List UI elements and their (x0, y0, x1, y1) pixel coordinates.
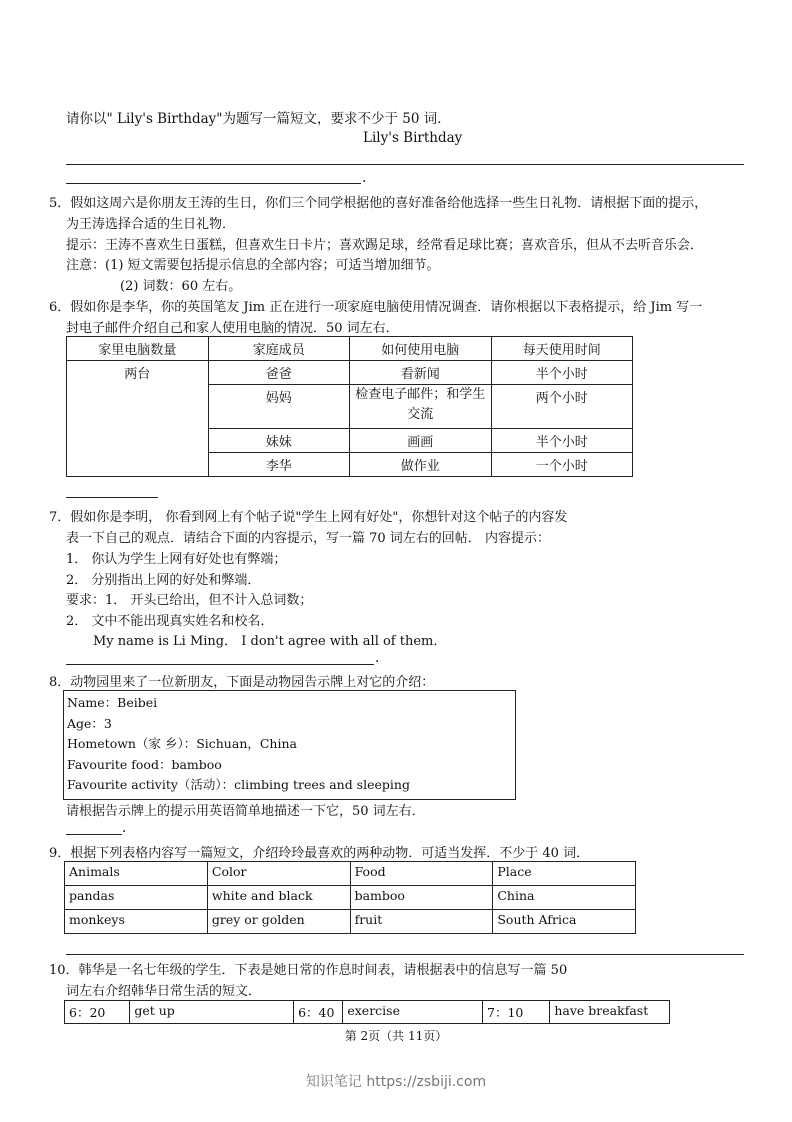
table-cell: get up (130, 1001, 294, 1024)
table-cell: bamboo (350, 886, 493, 910)
q5-line2: 为王涛选择合适的生日礼物． (66, 217, 236, 232)
q7-line1: 7．假如你是李明， 你看到网上有个帖子说"学生上网有好处"，你想针对这个帖子的内容发 (49, 510, 568, 525)
q8-line2: 请根据告示牌上的提示用英语简单地描述一下它，50 词左右． (66, 804, 425, 819)
table-cell: 半个小时 (491, 361, 633, 385)
table-header: 如何使用电脑 (350, 337, 492, 361)
table-cell: exercise (343, 1001, 483, 1024)
animals-table (64, 861, 636, 934)
q10-line1: 10．韩华是一名七年级的学生．下表是她日常的作息时间表，请根据表中的信息写一篇 50 (49, 963, 568, 978)
q7-line5: 要求：1． 开头已给出，但不计入总词数； (66, 593, 313, 608)
computer-usage-table (66, 336, 633, 477)
answer-line-short (66, 834, 122, 835)
table-cell: fruit (350, 910, 493, 934)
notice-line: Name：Beibei (67, 695, 158, 710)
answer-line-short (66, 497, 158, 498)
table-cell: China (493, 886, 636, 910)
table-cell: 妹妹 (208, 429, 350, 453)
q6-line2: 封电子邮件介绍自己和家人使用电脑的情况．50 词左右． (66, 321, 399, 336)
blank-period: . (122, 820, 127, 836)
blank-period: . (362, 170, 367, 186)
computer-count: 两台 (67, 361, 209, 477)
table-cell: 半个小时 (491, 429, 633, 453)
answer-line-short (66, 183, 361, 184)
watermark: 知识笔记 https://zsbiji.com (305, 1074, 487, 1090)
table-cell: monkeys (65, 910, 208, 934)
table-header: Color (207, 862, 350, 886)
table-cell: 画画 (350, 429, 492, 453)
q9-line1: 9．根据下列表格内容写一篇短文，介绍玲玲最喜欢的两种动物．可适当发挥．不少于 40 词． (49, 846, 590, 861)
table-cell: 检查电子邮件；和学生交流 (350, 385, 492, 429)
q7-line2: 表一下自己的观点．请结合下面的内容提示，写一篇 70 词左右的回帖． 内容提示： (66, 531, 550, 546)
table-header: Place (493, 862, 636, 886)
table-cell: 看新闻 (350, 361, 492, 385)
table-cell: grey or golden (207, 910, 350, 934)
table-cell: white and black (207, 886, 350, 910)
table-cell: 两个小时 (491, 385, 633, 429)
table-cell: 做作业 (350, 453, 492, 477)
answer-line-short (66, 664, 374, 665)
notice-line: Age：3 (67, 715, 112, 731)
zoo-notice-board (63, 690, 516, 800)
q7-opening: My name is Li Ming． I don't agree with all of them． (93, 634, 447, 649)
q8-line1: 8．动物园里来了一位新朋友，下面是动物园告示牌上对它的介绍： (49, 675, 435, 690)
essay-title: Lily's Birthday (363, 130, 463, 146)
q5-line3: 提示：王涛不喜欢生日蛋糕，但喜欢生日卡片；喜欢踢足球，经常看足球比赛；喜欢音乐，但从不去听音乐会． (66, 238, 704, 253)
table-cell: 7：10 (483, 1001, 550, 1024)
q7-line6: 2． 文中不能出现真实姓名和校名． (66, 614, 274, 629)
table-cell: 妈妈 (208, 385, 350, 429)
table-cell: 6：40 (294, 1001, 343, 1024)
table-cell: 一个小时 (491, 453, 633, 477)
schedule-table (64, 1000, 670, 1024)
table-cell: 爸爸 (208, 361, 350, 385)
table-header: Food (350, 862, 493, 886)
q5-line4: 注意：(1) 短文需要包括提示信息的全部内容；可适当增加细节。 (66, 258, 440, 273)
page-number: 第 2页（共 11页） (344, 1029, 448, 1043)
table-cell: pandas (65, 886, 208, 910)
blank-period: . (375, 650, 380, 666)
table-header: Animals (65, 862, 208, 886)
table-cell: 李华 (208, 453, 350, 477)
table-header: 家里电脑数量 (67, 337, 209, 361)
q6-line1: 6．假如你是李华，你的英国笔友 Jim 正在进行一项家庭电脑使用情况调查．请你根据以下表格提示，给 Jim 写一 (49, 300, 703, 315)
q5-line1: 5．假如这周六是你朋友王涛的生日，你们三个同学根据他的喜好准备给他选择一些生日礼物．请根据下面的提示， (49, 196, 708, 211)
notice-line: Favourite food：bamboo (67, 756, 222, 772)
table-header: 每天使用时间 (491, 337, 633, 361)
table-cell: 6：20 (65, 1001, 130, 1024)
table-cell: South Africa (493, 910, 636, 934)
table-header: 家庭成员 (208, 337, 350, 361)
notice-line: Hometown（家 乡）：Sichuan，China (67, 736, 297, 751)
answer-line (66, 954, 744, 955)
answer-line (66, 164, 744, 165)
table-cell: have breakfast (550, 1001, 670, 1024)
q7-line3: 1． 你认为学生上网有好处也有弊端； (66, 552, 287, 567)
notice-line: Favourite activity（活动）：climbing trees and sleeping (67, 777, 410, 792)
q5-line5: (2) 词数：60 左右。 (120, 279, 242, 294)
q10-line2: 词左右介绍韩华日常生活的短文． (66, 984, 262, 999)
intro-text: 请你以" Lily's Birthday"为题写一篇短文，要求不少于 50 词． (66, 111, 451, 127)
q7-line4: 2． 分别指出上网的好处和弊端． (66, 573, 261, 588)
